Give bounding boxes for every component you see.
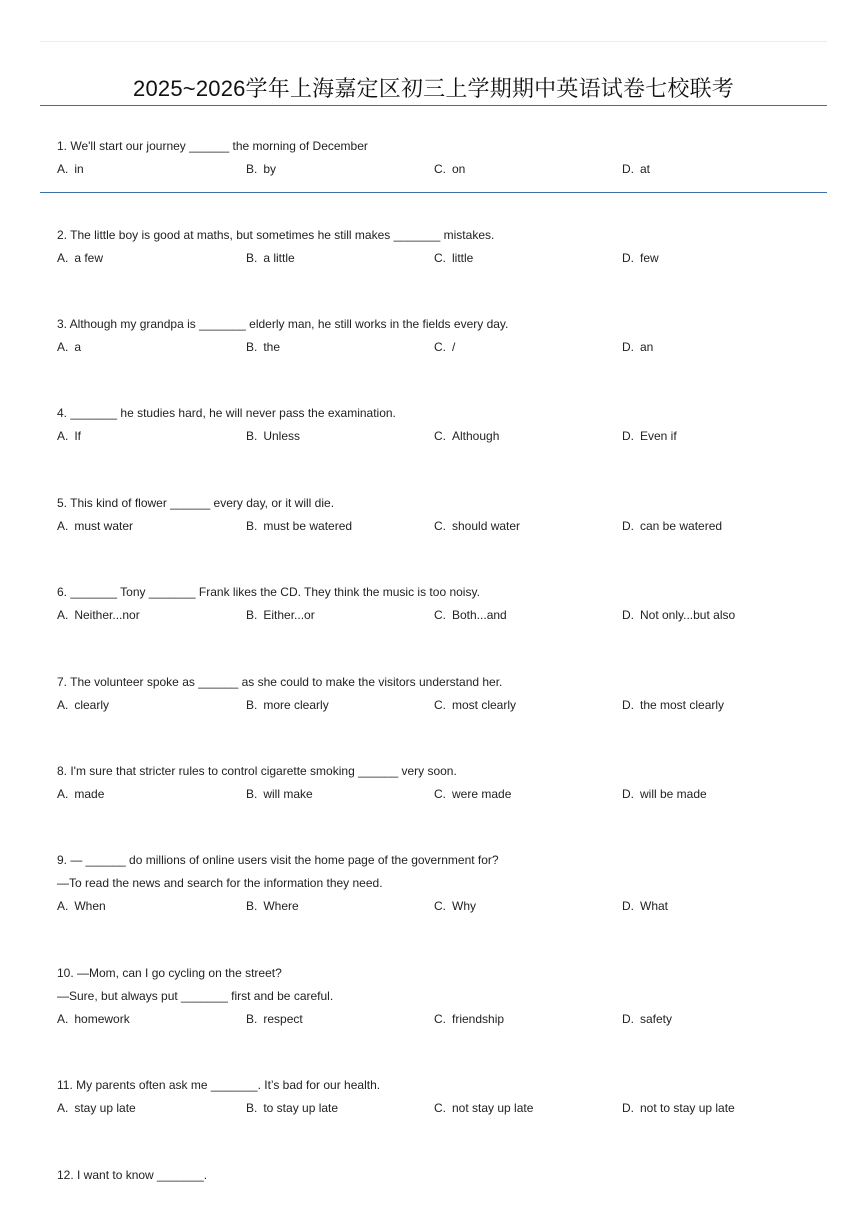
- option-text: Unless: [263, 429, 301, 443]
- option-letter: C.: [434, 608, 446, 622]
- option-text: few: [640, 251, 659, 265]
- question-stem: —Sure, but always put _______ first and be careful.: [57, 989, 334, 1003]
- answer-option[interactable]: [622, 515, 722, 538]
- question-item: [57, 313, 827, 359]
- option-letter: A.: [57, 899, 69, 913]
- option-letter: C.: [434, 162, 446, 176]
- option-letter: D.: [622, 429, 634, 443]
- option-text: made: [74, 787, 105, 801]
- option-text: not to stay up late: [640, 1101, 735, 1115]
- option-letter: A.: [57, 1101, 69, 1115]
- question-item: [57, 849, 827, 918]
- option-text: Although: [452, 429, 500, 443]
- answer-option[interactable]: [246, 515, 352, 538]
- answer-option[interactable]: [622, 783, 707, 806]
- answer-option[interactable]: [434, 247, 473, 270]
- answer-option[interactable]: [246, 1097, 338, 1120]
- answer-option[interactable]: [434, 1097, 533, 1120]
- option-letter: D.: [622, 340, 634, 354]
- answer-option[interactable]: [434, 694, 516, 717]
- option-text: can be watered: [640, 519, 723, 533]
- option-letter: A.: [57, 698, 69, 712]
- option-letter: B.: [246, 899, 258, 913]
- answer-option[interactable]: [246, 895, 299, 918]
- answer-option[interactable]: [246, 158, 276, 181]
- answer-option[interactable]: [622, 1097, 735, 1120]
- answer-option[interactable]: [246, 694, 329, 717]
- options-row: [57, 1097, 827, 1120]
- answer-option[interactable]: [622, 158, 650, 181]
- option-letter: D.: [622, 698, 634, 712]
- option-text: will make: [263, 787, 313, 801]
- option-letter: C.: [434, 698, 446, 712]
- option-text: Why: [452, 899, 476, 913]
- option-text: in: [74, 162, 84, 176]
- option-letter: D.: [622, 162, 634, 176]
- option-text: Even if: [640, 429, 677, 443]
- option-text: friendship: [452, 1012, 505, 1026]
- option-text: a: [74, 340, 82, 354]
- option-letter: D.: [622, 1012, 634, 1026]
- answer-option[interactable]: [434, 783, 511, 806]
- options-row: [57, 895, 827, 918]
- question-stem: 2. The little boy is good at maths, but sometimes he still makes _______ mistakes.: [57, 228, 495, 242]
- answer-option[interactable]: [434, 336, 455, 359]
- answer-option[interactable]: [434, 1008, 504, 1031]
- option-text: safety: [640, 1012, 673, 1026]
- option-text: should water: [452, 519, 521, 533]
- option-text: on: [452, 162, 466, 176]
- option-text: will be made: [640, 787, 707, 801]
- option-text: clearly: [74, 698, 110, 712]
- option-letter: C.: [434, 251, 446, 265]
- option-letter: B.: [246, 1012, 258, 1026]
- option-letter: D.: [622, 787, 634, 801]
- option-text: When: [74, 899, 106, 913]
- answer-option[interactable]: [622, 336, 653, 359]
- option-letter: D.: [622, 519, 634, 533]
- question-stem: 8. I'm sure that stricter rules to control cigarette smoking ______ very soon.: [57, 764, 457, 778]
- question-stem: 3. Although my grandpa is _______ elderly man, he still works in the fields every day.: [57, 317, 509, 331]
- option-text: respect: [263, 1012, 303, 1026]
- question-divider: [40, 192, 827, 193]
- answer-option[interactable]: [246, 604, 315, 627]
- answer-option[interactable]: [622, 895, 668, 918]
- option-letter: B.: [246, 787, 258, 801]
- option-text: most clearly: [452, 698, 517, 712]
- option-letter: A.: [57, 251, 69, 265]
- answer-option[interactable]: [434, 425, 499, 448]
- answer-option[interactable]: [622, 694, 724, 717]
- option-text: to stay up late: [263, 1101, 339, 1115]
- option-text: homework: [74, 1012, 130, 1026]
- option-text: more clearly: [263, 698, 329, 712]
- question-stem: 5. This kind of flower ______ every day, or it will die.: [57, 496, 335, 510]
- option-text: If: [74, 429, 82, 443]
- option-letter: A.: [57, 519, 69, 533]
- question-item: [57, 962, 827, 1031]
- answer-option[interactable]: [57, 158, 84, 181]
- option-letter: D.: [622, 608, 634, 622]
- option-text: stay up late: [74, 1101, 136, 1115]
- option-text: an: [640, 340, 654, 354]
- option-text: by: [263, 162, 277, 176]
- answer-option[interactable]: [246, 247, 295, 270]
- answer-option[interactable]: [434, 515, 520, 538]
- options-row: [57, 1008, 827, 1031]
- option-letter: B.: [246, 698, 258, 712]
- question-item: [57, 1164, 827, 1187]
- question-stem: 12. I want to know _______.: [57, 1168, 208, 1182]
- question-stem: 7. The volunteer spoke as ______ as she could to make the visitors understand her.: [57, 675, 503, 689]
- option-text: the most clearly: [640, 698, 725, 712]
- option-letter: A.: [57, 162, 69, 176]
- option-letter: B.: [246, 519, 258, 533]
- answer-option[interactable]: [57, 694, 109, 717]
- answer-option[interactable]: [246, 425, 300, 448]
- option-text: Where: [263, 899, 299, 913]
- options-row: [57, 694, 827, 717]
- option-letter: C.: [434, 787, 446, 801]
- question-stem: 11. My parents often ask me _______. It’s bad for our health.: [57, 1078, 381, 1092]
- options-row: [57, 515, 827, 538]
- answer-option[interactable]: [57, 425, 81, 448]
- options-row: [57, 783, 827, 806]
- option-letter: A.: [57, 429, 69, 443]
- answer-option[interactable]: [246, 783, 313, 806]
- option-letter: B.: [246, 429, 258, 443]
- option-letter: A.: [57, 340, 69, 354]
- question-item: [57, 1074, 827, 1120]
- option-letter: A.: [57, 1012, 69, 1026]
- option-letter: D.: [622, 1101, 634, 1115]
- option-text: a little: [263, 251, 295, 265]
- option-text: at: [640, 162, 651, 176]
- option-letter: A.: [57, 787, 69, 801]
- answer-option[interactable]: [57, 1097, 136, 1120]
- option-letter: B.: [246, 340, 258, 354]
- answer-option[interactable]: [434, 604, 507, 627]
- option-text: /: [452, 340, 456, 354]
- option-letter: A.: [57, 608, 69, 622]
- answer-option[interactable]: [57, 895, 106, 918]
- question-item: [57, 671, 827, 717]
- question-stem: —To read the news and search for the information they need.: [57, 876, 383, 890]
- option-text: What: [640, 899, 669, 913]
- answer-option[interactable]: [622, 247, 659, 270]
- option-letter: B.: [246, 251, 258, 265]
- answer-option[interactable]: [434, 895, 476, 918]
- option-text: were made: [452, 787, 512, 801]
- answer-option[interactable]: [57, 604, 140, 627]
- question-item: [57, 135, 827, 181]
- answer-option[interactable]: [434, 158, 465, 181]
- option-letter: C.: [434, 519, 446, 533]
- answer-option[interactable]: [622, 604, 735, 627]
- question-item: [57, 760, 827, 806]
- question-item: [57, 402, 827, 448]
- option-letter: C.: [434, 340, 446, 354]
- question-stem: 6. _______ Tony _______ Frank likes the CD. They think the music is too noisy.: [57, 585, 480, 599]
- option-letter: B.: [246, 1101, 258, 1115]
- option-text: little: [452, 251, 474, 265]
- page-title: 2025~2026学年上海嘉定区初三上学期期中英语试卷七校联考: [133, 76, 734, 101]
- option-text: Neither...nor: [74, 608, 140, 622]
- option-letter: C.: [434, 1012, 446, 1026]
- options-row: [57, 604, 827, 627]
- answer-option[interactable]: [57, 783, 104, 806]
- option-text: not stay up late: [452, 1101, 534, 1115]
- question-stem: 1. We'll start our journey ______ the morning of December: [57, 139, 368, 153]
- answer-option[interactable]: [57, 336, 81, 359]
- answer-option[interactable]: [57, 1008, 130, 1031]
- option-letter: C.: [434, 1101, 446, 1115]
- option-letter: B.: [246, 162, 258, 176]
- option-text: the: [263, 340, 281, 354]
- options-row: [57, 425, 827, 448]
- option-letter: B.: [246, 608, 258, 622]
- answer-option[interactable]: [246, 336, 280, 359]
- answer-option[interactable]: [622, 425, 677, 448]
- top-divider: [40, 41, 827, 42]
- answer-option[interactable]: [622, 1008, 672, 1031]
- question-stem: 10. —Mom, can I go cycling on the street?: [57, 966, 282, 980]
- question-item: [57, 492, 827, 538]
- option-text: Not only...but also: [640, 608, 736, 622]
- option-text: Either...or: [263, 608, 315, 622]
- option-text: must water: [74, 519, 134, 533]
- option-letter: C.: [434, 429, 446, 443]
- option-letter: D.: [622, 899, 634, 913]
- option-text: a few: [74, 251, 104, 265]
- title-divider: [40, 105, 827, 106]
- question-stem: 9. — ______ do millions of online users visit the home page of the government for?: [57, 853, 499, 867]
- option-text: Both...and: [452, 608, 507, 622]
- option-letter: C.: [434, 899, 446, 913]
- options-row: [57, 247, 827, 270]
- options-row: [57, 158, 827, 181]
- option-text: must be watered: [263, 519, 353, 533]
- question-item: [57, 581, 827, 627]
- option-letter: D.: [622, 251, 634, 265]
- answer-option[interactable]: [57, 247, 103, 270]
- question-stem: 4. _______ he studies hard, he will never pass the examination.: [57, 406, 396, 420]
- answer-option[interactable]: [57, 515, 133, 538]
- question-item: [57, 224, 827, 270]
- options-row: [57, 336, 827, 359]
- answer-option[interactable]: [246, 1008, 303, 1031]
